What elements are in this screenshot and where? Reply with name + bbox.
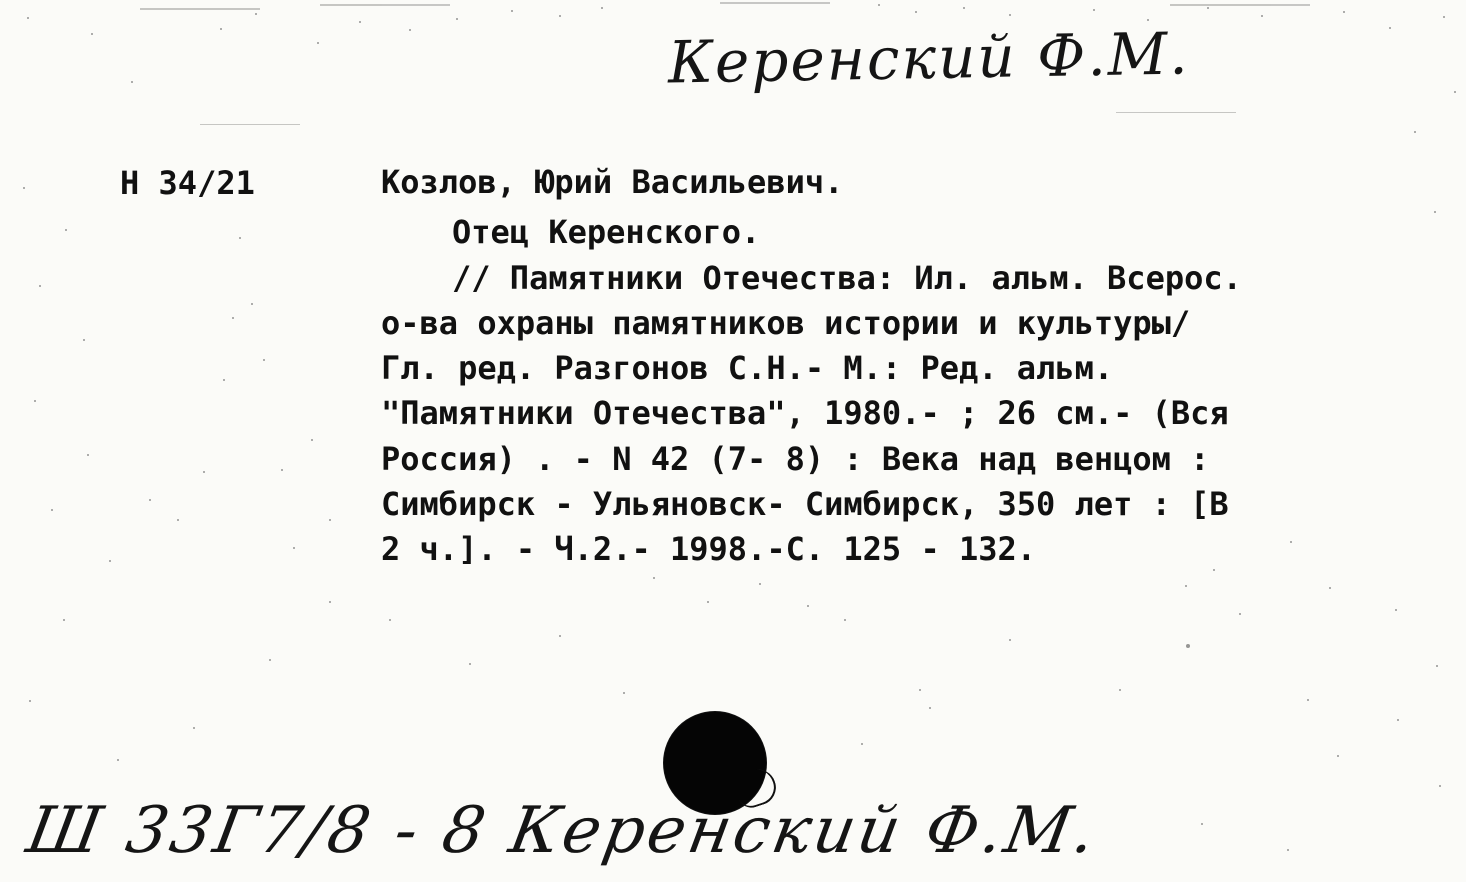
description-line-1: // Памятники Отечества: Ил. альм. Всерос. — [452, 259, 1242, 297]
description-line-7: 2 ч.]. - Ч.2.- 1998.-С. 125 - 132. — [381, 530, 1037, 568]
handwritten-top-annotation: Керенский Ф.М. — [667, 19, 1191, 97]
description-line-5: Россия) . - N 42 (7- 8) : Века над венцом : — [381, 440, 1210, 478]
handwritten-bottom-annotation: Ш 33Г7/8 - 8 Керенский Ф.М. — [21, 794, 1104, 868]
title-line: Отец Керенского. — [452, 213, 761, 251]
shelf-mark: Н 34/21 — [120, 164, 255, 202]
author-line: Козлов, Юрий Васильевич. — [381, 163, 844, 201]
description-line-6: Симбирск - Ульяновск- Симбирск, 350 лет : [В — [381, 485, 1229, 523]
description-line-4: "Памятники Отечества", 1980.- ; 26 см.- (Вся — [381, 394, 1229, 432]
description-line-2: о-ва охраны памятников истории и культуры/ — [381, 304, 1191, 342]
description-line-3: Гл. ред. Разгонов С.Н.- М.: Ред. альм. — [381, 349, 1114, 387]
